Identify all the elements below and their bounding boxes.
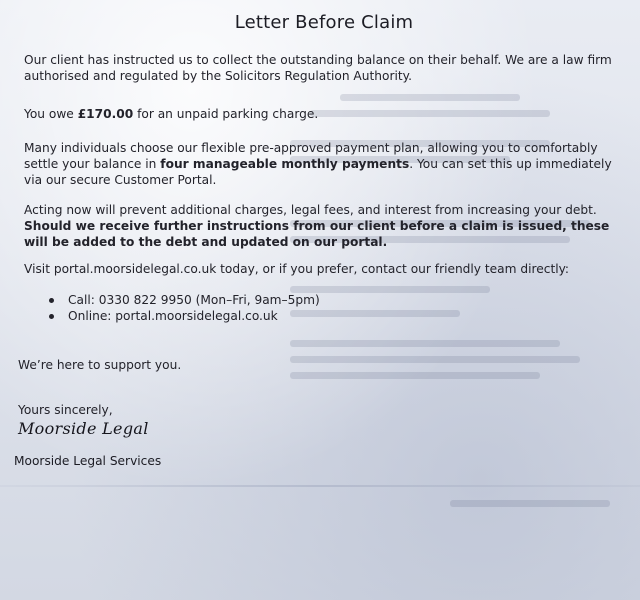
plan-text-2: . You can set this up immediately via our secure Customer Portal. [24, 157, 612, 187]
owe-prefix: You owe [24, 107, 78, 121]
payment-plan-paragraph [24, 140, 624, 188]
act-text: Acting now will prevent additional charges, legal fees, and interest from increasing your debt. [24, 203, 597, 217]
owe-suffix: for an unpaid parking charge. [133, 107, 319, 121]
act-bold-text: Should we receive further instructions from our client before a claim is issued, these will be added to the debt and updated on our portal. [24, 219, 610, 249]
closing-line: Yours sincerely, [18, 403, 113, 417]
plan-text-1: Many individuals choose our flexible pre-approved payment plan, allowing you to comfortably settle your balance in [24, 141, 598, 171]
signatory-name: Moorside Legal Services [14, 454, 162, 468]
contact-phone: Call: 0330 822 9950 (Mon–Fri, 9am–5pm) [48, 292, 320, 308]
handwritten-signature: Moorside Legal [18, 419, 149, 438]
intro-paragraph: Our client has instructed us to collect the outstanding balance on their behalf. We are a law firm authorised and regulated by the Solicitors Regulation Authority. [24, 53, 612, 83]
paper-fold-line [0, 485, 640, 487]
letter-title: Letter Before Claim [234, 12, 414, 33]
visit-portal-paragraph: Visit portal.moorsidelegal.co.uk today, or if you prefer, contact our friendly team directly: [24, 262, 570, 276]
amount-owed-paragraph [24, 106, 624, 122]
act-now-paragraph [24, 202, 634, 250]
amount-owed: £170.00 [77, 107, 134, 121]
contact-online: Online: portal.moorsidelegal.co.uk [48, 308, 320, 324]
support-line: We’re here to support you. [18, 358, 182, 372]
letter-body [14, 12, 624, 468]
plan-bold-text: four manageable monthly payments [160, 157, 410, 171]
contact-list [48, 292, 320, 324]
